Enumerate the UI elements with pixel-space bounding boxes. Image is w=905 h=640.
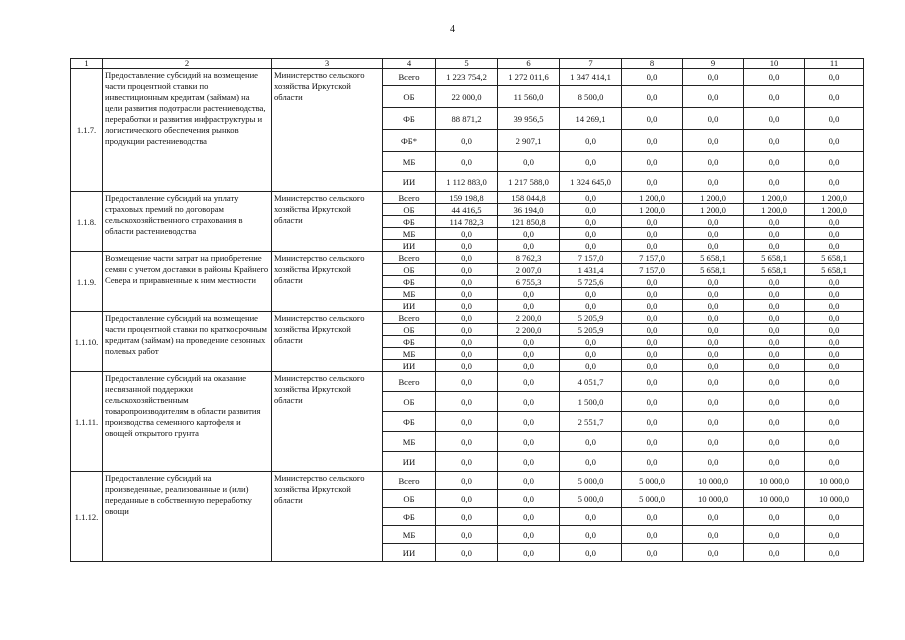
value-cell: 0,0 xyxy=(560,130,622,152)
value-cell: 5 000,0 xyxy=(560,490,622,508)
value-cell: 0,0 xyxy=(744,452,805,472)
value-cell: 5 658,1 xyxy=(683,252,744,264)
value-cell: 0,0 xyxy=(498,490,560,508)
item-number: 1.1.11. xyxy=(71,372,103,472)
value-cell: 0,0 xyxy=(683,172,744,192)
value-cell: 0,0 xyxy=(744,360,805,372)
value-cell: 7 157,0 xyxy=(622,264,683,276)
table-row xyxy=(71,372,864,392)
value-cell: 0,0 xyxy=(805,69,864,86)
value-cell: 0,0 xyxy=(744,372,805,392)
header-cell: 10 xyxy=(744,59,805,69)
value-cell: 0,0 xyxy=(436,452,498,472)
value-cell: 0,0 xyxy=(560,452,622,472)
value-cell: 2 907,1 xyxy=(498,130,560,152)
funding-source: Всего xyxy=(383,252,436,264)
value-cell: 0,0 xyxy=(622,130,683,152)
funding-source: ИИ xyxy=(383,544,436,562)
value-cell: 0,0 xyxy=(622,86,683,108)
value-cell: 0,0 xyxy=(560,288,622,300)
value-cell: 0,0 xyxy=(498,228,560,240)
value-cell: 0,0 xyxy=(622,240,683,252)
value-cell: 10 000,0 xyxy=(744,490,805,508)
item-executor: Министерство сельского хозяйства Иркутской области xyxy=(272,192,383,252)
value-cell: 0,0 xyxy=(622,69,683,86)
funding-source: ОБ xyxy=(383,490,436,508)
value-cell: 1 324 645,0 xyxy=(560,172,622,192)
value-cell: 0,0 xyxy=(744,216,805,228)
funding-source: ФБ xyxy=(383,108,436,130)
value-cell: 10 000,0 xyxy=(683,490,744,508)
funding-source: Всего xyxy=(383,472,436,490)
value-cell: 1 200,0 xyxy=(805,192,864,204)
value-cell: 0,0 xyxy=(560,204,622,216)
value-cell: 0,0 xyxy=(744,228,805,240)
value-cell: 0,0 xyxy=(683,288,744,300)
value-cell: 1 272 011,6 xyxy=(498,69,560,86)
value-cell: 0,0 xyxy=(498,300,560,312)
value-cell: 0,0 xyxy=(805,152,864,172)
value-cell: 0,0 xyxy=(683,130,744,152)
value-cell: 2 200,0 xyxy=(498,312,560,324)
value-cell: 0,0 xyxy=(805,392,864,412)
value-cell: 0,0 xyxy=(622,288,683,300)
value-cell: 0,0 xyxy=(744,412,805,432)
value-cell: 0,0 xyxy=(805,276,864,288)
value-cell: 0,0 xyxy=(560,336,622,348)
value-cell: 36 194,0 xyxy=(498,204,560,216)
table-row xyxy=(71,192,864,204)
value-cell: 5 000,0 xyxy=(560,472,622,490)
value-cell: 158 044,8 xyxy=(498,192,560,204)
value-cell: 0,0 xyxy=(805,412,864,432)
funding-source: ИИ xyxy=(383,452,436,472)
value-cell: 0,0 xyxy=(498,336,560,348)
value-cell: 0,0 xyxy=(683,544,744,562)
funding-source: Всего xyxy=(383,312,436,324)
value-cell: 1 223 754,2 xyxy=(436,69,498,86)
value-cell: 0,0 xyxy=(744,276,805,288)
value-cell: 0,0 xyxy=(436,300,498,312)
table-row xyxy=(71,472,864,490)
page-number: 4 xyxy=(450,24,455,35)
value-cell: 0,0 xyxy=(805,544,864,562)
value-cell: 0,0 xyxy=(498,348,560,360)
funding-source: ИИ xyxy=(383,360,436,372)
value-cell: 159 198,8 xyxy=(436,192,498,204)
value-cell: 0,0 xyxy=(683,526,744,544)
value-cell: 0,0 xyxy=(560,432,622,452)
funding-source: Всего xyxy=(383,372,436,392)
item-description: Предоставление субсидий на произведенные, реализованные и (или) переданные в собственную переработку овощи xyxy=(103,472,272,562)
funding-source: ИИ xyxy=(383,300,436,312)
value-cell: 121 850,8 xyxy=(498,216,560,228)
value-cell: 0,0 xyxy=(805,86,864,108)
funding-source: ОБ xyxy=(383,392,436,412)
item-executor: Министерство сельского хозяйства Иркутской области xyxy=(272,372,383,472)
value-cell: 0,0 xyxy=(805,508,864,526)
value-cell: 0,0 xyxy=(622,216,683,228)
value-cell: 8 762,3 xyxy=(498,252,560,264)
value-cell: 0,0 xyxy=(683,452,744,472)
header-cell: 8 xyxy=(622,59,683,69)
value-cell: 0,0 xyxy=(744,152,805,172)
value-cell: 1 200,0 xyxy=(683,192,744,204)
value-cell: 2 551,7 xyxy=(560,412,622,432)
value-cell: 5 000,0 xyxy=(622,490,683,508)
value-cell: 88 871,2 xyxy=(436,108,498,130)
value-cell: 1 200,0 xyxy=(744,192,805,204)
funding-source: ФБ xyxy=(383,336,436,348)
item-executor: Министерство сельского хозяйства Иркутской области xyxy=(272,472,383,562)
value-cell: 0,0 xyxy=(436,372,498,392)
value-cell: 0,0 xyxy=(560,192,622,204)
funding-source: ФБ xyxy=(383,216,436,228)
value-cell: 0,0 xyxy=(683,432,744,452)
value-cell: 0,0 xyxy=(498,452,560,472)
value-cell: 0,0 xyxy=(744,392,805,412)
header-cell: 3 xyxy=(272,59,383,69)
item-description: Предоставление субсидий на оказание несвязанной поддержки сельскохозяйственным товаропроизводителям в области развития производства семенного картофеля и овощей открытого грунта xyxy=(103,372,272,472)
value-cell: 6 755,3 xyxy=(498,276,560,288)
header-cell: 6 xyxy=(498,59,560,69)
value-cell: 0,0 xyxy=(622,276,683,288)
value-cell: 0,0 xyxy=(805,452,864,472)
value-cell: 0,0 xyxy=(498,372,560,392)
header-cell: 11 xyxy=(805,59,864,69)
value-cell: 0,0 xyxy=(805,360,864,372)
funding-source: ОБ xyxy=(383,204,436,216)
value-cell: 0,0 xyxy=(622,360,683,372)
value-cell: 0,0 xyxy=(744,240,805,252)
value-cell: 0,0 xyxy=(560,240,622,252)
table-row xyxy=(71,312,864,324)
value-cell: 0,0 xyxy=(622,300,683,312)
value-cell: 0,0 xyxy=(498,240,560,252)
value-cell: 0,0 xyxy=(436,288,498,300)
value-cell: 0,0 xyxy=(560,360,622,372)
value-cell: 0,0 xyxy=(744,312,805,324)
value-cell: 0,0 xyxy=(805,336,864,348)
value-cell: 1 200,0 xyxy=(622,204,683,216)
item-description: Предоставление субсидий на возмещение части процентной ставки по краткосрочным кредитам (займам) на проведение сезонных полевых работ xyxy=(103,312,272,372)
value-cell: 0,0 xyxy=(498,472,560,490)
value-cell: 1 217 588,0 xyxy=(498,172,560,192)
header-cell: 9 xyxy=(683,59,744,69)
value-cell: 0,0 xyxy=(498,544,560,562)
value-cell: 1 431,4 xyxy=(560,264,622,276)
value-cell: 0,0 xyxy=(560,152,622,172)
value-cell: 2 200,0 xyxy=(498,324,560,336)
value-cell: 0,0 xyxy=(498,392,560,412)
value-cell: 0,0 xyxy=(683,324,744,336)
value-cell: 0,0 xyxy=(622,508,683,526)
value-cell: 0,0 xyxy=(498,152,560,172)
value-cell: 0,0 xyxy=(622,412,683,432)
value-cell: 10 000,0 xyxy=(805,490,864,508)
value-cell: 0,0 xyxy=(560,216,622,228)
value-cell: 0,0 xyxy=(683,228,744,240)
value-cell: 0,0 xyxy=(683,108,744,130)
value-cell: 1 200,0 xyxy=(744,204,805,216)
value-cell: 22 000,0 xyxy=(436,86,498,108)
value-cell: 0,0 xyxy=(498,526,560,544)
value-cell: 1 112 883,0 xyxy=(436,172,498,192)
value-cell: 0,0 xyxy=(683,86,744,108)
value-cell: 0,0 xyxy=(436,490,498,508)
value-cell: 0,0 xyxy=(805,348,864,360)
subsidy-table xyxy=(70,58,864,562)
value-cell: 0,0 xyxy=(560,228,622,240)
value-cell: 14 269,1 xyxy=(560,108,622,130)
value-cell: 0,0 xyxy=(436,432,498,452)
value-cell: 4 051,7 xyxy=(560,372,622,392)
value-cell: 0,0 xyxy=(805,130,864,152)
value-cell: 0,0 xyxy=(622,336,683,348)
value-cell: 0,0 xyxy=(805,324,864,336)
value-cell: 0,0 xyxy=(436,336,498,348)
header-cell: 2 xyxy=(103,59,272,69)
value-cell: 5 658,1 xyxy=(744,252,805,264)
funding-source: ОБ xyxy=(383,324,436,336)
value-cell: 0,0 xyxy=(683,392,744,412)
value-cell: 0,0 xyxy=(683,216,744,228)
value-cell: 5 658,1 xyxy=(805,264,864,276)
value-cell: 0,0 xyxy=(436,392,498,412)
value-cell: 0,0 xyxy=(744,336,805,348)
value-cell: 0,0 xyxy=(805,108,864,130)
value-cell: 5 658,1 xyxy=(805,252,864,264)
value-cell: 0,0 xyxy=(683,360,744,372)
value-cell: 0,0 xyxy=(498,508,560,526)
value-cell: 0,0 xyxy=(622,324,683,336)
value-cell: 8 500,0 xyxy=(560,86,622,108)
item-description: Возмещение части затрат на приобретение семян с учетом доставки в районы Крайнего Севера и приравненные к ним местности xyxy=(103,252,272,312)
value-cell: 0,0 xyxy=(744,172,805,192)
value-cell: 0,0 xyxy=(744,108,805,130)
value-cell: 0,0 xyxy=(436,508,498,526)
value-cell: 0,0 xyxy=(805,228,864,240)
value-cell: 0,0 xyxy=(744,130,805,152)
value-cell: 0,0 xyxy=(744,69,805,86)
table-row xyxy=(71,69,864,86)
value-cell: 0,0 xyxy=(744,348,805,360)
value-cell: 0,0 xyxy=(560,508,622,526)
value-cell: 0,0 xyxy=(683,152,744,172)
value-cell: 0,0 xyxy=(436,412,498,432)
value-cell: 5 205,9 xyxy=(560,324,622,336)
value-cell: 1 200,0 xyxy=(683,204,744,216)
value-cell: 0,0 xyxy=(622,108,683,130)
value-cell: 0,0 xyxy=(622,348,683,360)
header-cell: 1 xyxy=(71,59,103,69)
value-cell: 0,0 xyxy=(498,412,560,432)
value-cell: 0,0 xyxy=(622,432,683,452)
value-cell: 0,0 xyxy=(805,216,864,228)
value-cell: 1 347 414,1 xyxy=(560,69,622,86)
funding-source: ФБ xyxy=(383,508,436,526)
funding-source: МБ xyxy=(383,348,436,360)
value-cell: 0,0 xyxy=(744,432,805,452)
value-cell: 0,0 xyxy=(436,526,498,544)
value-cell: 1 500,0 xyxy=(560,392,622,412)
funding-source: Всего xyxy=(383,69,436,86)
value-cell: 0,0 xyxy=(805,172,864,192)
value-cell: 5 658,1 xyxy=(683,264,744,276)
value-cell: 0,0 xyxy=(622,452,683,472)
funding-source: ОБ xyxy=(383,86,436,108)
value-cell: 0,0 xyxy=(622,172,683,192)
funding-source: ИИ xyxy=(383,240,436,252)
value-cell: 0,0 xyxy=(436,348,498,360)
item-executor: Министерство сельского хозяйства Иркутской области xyxy=(272,252,383,312)
value-cell: 0,0 xyxy=(683,372,744,392)
item-description: Предоставление субсидий на уплату страховых премий по договорам сельскохозяйственного страхования в области растениеводства xyxy=(103,192,272,252)
value-cell: 10 000,0 xyxy=(805,472,864,490)
item-description: Предоставление субсидий на возмещение части процентной ставки по инвестиционным кредитам (займам) на цели развития подотрасли растениеводства, переработки и развития инфраструктуры и логистического обеспечения рынков продукции растениеводства xyxy=(103,69,272,192)
value-cell: 0,0 xyxy=(436,152,498,172)
value-cell: 0,0 xyxy=(436,130,498,152)
funding-source: МБ xyxy=(383,152,436,172)
value-cell: 0,0 xyxy=(622,392,683,412)
value-cell: 0,0 xyxy=(560,544,622,562)
value-cell: 0,0 xyxy=(436,544,498,562)
value-cell: 0,0 xyxy=(683,508,744,526)
header-cell: 5 xyxy=(436,59,498,69)
value-cell: 0,0 xyxy=(744,526,805,544)
value-cell: 0,0 xyxy=(498,360,560,372)
value-cell: 5 658,1 xyxy=(744,264,805,276)
value-cell: 0,0 xyxy=(622,152,683,172)
value-cell: 0,0 xyxy=(744,544,805,562)
item-number: 1.1.7. xyxy=(71,69,103,192)
value-cell: 0,0 xyxy=(805,312,864,324)
value-cell: 0,0 xyxy=(560,526,622,544)
header-row xyxy=(71,59,864,69)
value-cell: 1 200,0 xyxy=(622,192,683,204)
funding-source: МБ xyxy=(383,228,436,240)
value-cell: 0,0 xyxy=(744,288,805,300)
funding-source: ФБ* xyxy=(383,130,436,152)
value-cell: 0,0 xyxy=(805,300,864,312)
value-cell: 0,0 xyxy=(436,228,498,240)
value-cell: 0,0 xyxy=(805,526,864,544)
value-cell: 0,0 xyxy=(622,312,683,324)
value-cell: 0,0 xyxy=(498,432,560,452)
value-cell: 0,0 xyxy=(436,264,498,276)
value-cell: 0,0 xyxy=(805,372,864,392)
value-cell: 5 000,0 xyxy=(622,472,683,490)
item-number: 1.1.8. xyxy=(71,192,103,252)
value-cell: 0,0 xyxy=(436,312,498,324)
header-cell: 7 xyxy=(560,59,622,69)
value-cell: 0,0 xyxy=(560,300,622,312)
item-executor: Министерство сельского хозяйства Иркутской области xyxy=(272,69,383,192)
value-cell: 0,0 xyxy=(436,472,498,490)
value-cell: 0,0 xyxy=(744,324,805,336)
funding-source: МБ xyxy=(383,526,436,544)
value-cell: 0,0 xyxy=(436,324,498,336)
value-cell: 10 000,0 xyxy=(683,472,744,490)
item-number: 1.1.12. xyxy=(71,472,103,562)
funding-source: ФБ xyxy=(383,276,436,288)
value-cell: 0,0 xyxy=(805,288,864,300)
value-cell: 0,0 xyxy=(560,348,622,360)
value-cell: 0,0 xyxy=(683,336,744,348)
value-cell: 1 200,0 xyxy=(805,204,864,216)
value-cell: 0,0 xyxy=(744,300,805,312)
value-cell: 0,0 xyxy=(498,288,560,300)
value-cell: 0,0 xyxy=(622,526,683,544)
funding-source: ФБ xyxy=(383,412,436,432)
funding-source: МБ xyxy=(383,288,436,300)
value-cell: 7 157,0 xyxy=(622,252,683,264)
value-cell: 0,0 xyxy=(683,276,744,288)
value-cell: 0,0 xyxy=(436,360,498,372)
funding-source: ОБ xyxy=(383,264,436,276)
value-cell: 0,0 xyxy=(744,508,805,526)
value-cell: 0,0 xyxy=(622,228,683,240)
item-number: 1.1.10. xyxy=(71,312,103,372)
funding-source: МБ xyxy=(383,432,436,452)
value-cell: 10 000,0 xyxy=(744,472,805,490)
value-cell: 11 560,0 xyxy=(498,86,560,108)
value-cell: 5 725,6 xyxy=(560,276,622,288)
value-cell: 0,0 xyxy=(683,69,744,86)
value-cell: 0,0 xyxy=(622,372,683,392)
funding-source: Всего xyxy=(383,192,436,204)
value-cell: 0,0 xyxy=(683,300,744,312)
item-number: 1.1.9. xyxy=(71,252,103,312)
funding-source: ИИ xyxy=(383,172,436,192)
value-cell: 0,0 xyxy=(436,240,498,252)
value-cell: 0,0 xyxy=(683,240,744,252)
value-cell: 114 782,3 xyxy=(436,216,498,228)
value-cell: 2 007,0 xyxy=(498,264,560,276)
value-cell: 5 205,9 xyxy=(560,312,622,324)
header-cell: 4 xyxy=(383,59,436,69)
value-cell: 0,0 xyxy=(622,544,683,562)
value-cell: 0,0 xyxy=(436,252,498,264)
value-cell: 0,0 xyxy=(805,432,864,452)
value-cell: 7 157,0 xyxy=(560,252,622,264)
value-cell: 0,0 xyxy=(744,86,805,108)
table-row xyxy=(71,252,864,264)
value-cell: 0,0 xyxy=(683,348,744,360)
value-cell: 44 416,5 xyxy=(436,204,498,216)
value-cell: 39 956,5 xyxy=(498,108,560,130)
value-cell: 0,0 xyxy=(436,276,498,288)
value-cell: 0,0 xyxy=(683,312,744,324)
value-cell: 0,0 xyxy=(805,240,864,252)
value-cell: 0,0 xyxy=(683,412,744,432)
item-executor: Министерство сельского хозяйства Иркутской области xyxy=(272,312,383,372)
